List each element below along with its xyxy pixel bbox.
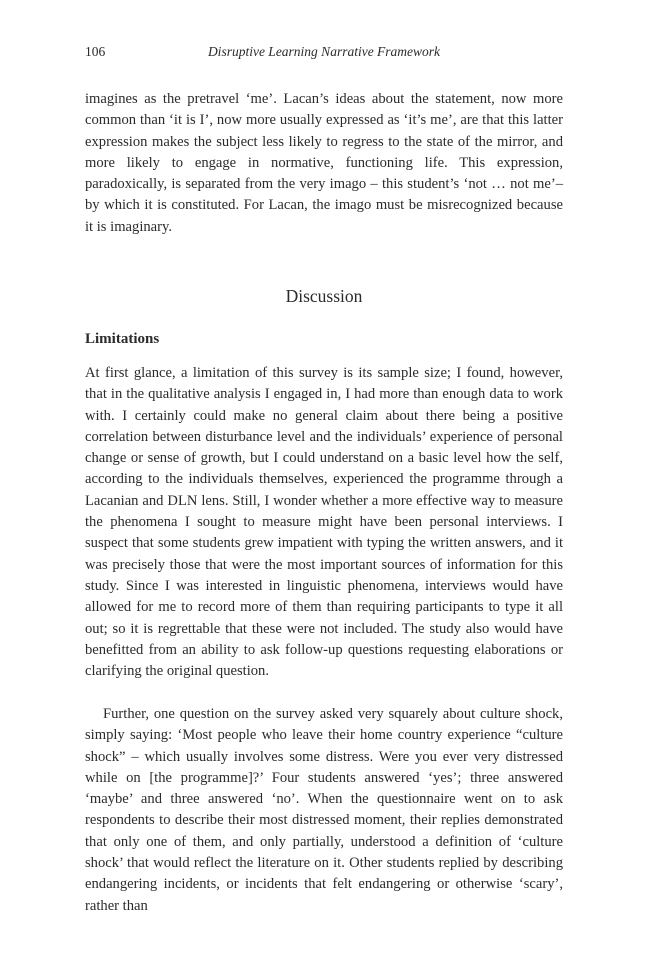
page-number: 106 bbox=[85, 44, 106, 59]
section-heading-discussion: Discussion bbox=[285, 286, 363, 306]
subheading-limitations: Limitations bbox=[85, 331, 160, 347]
paragraph-continued: imagines as the pretravel ‘me’. Lacan’s ideas about the statement, now more common than ‘it is I’, now more usually expressed as ‘it’s me’, are that this latter expression makes the subject less likely to regress to the state of the mirror, and more likely to engage in normative, functioning life. This expression, paradoxically, is separated from the very imago – this student’s ‘not … not me’– by which it is constituted. For Lacan, the imago must be misrecognized because it is imaginary. bbox=[85, 91, 563, 235]
paragraph-further: Further, one question on the survey asked very squarely about culture shock, simply saying: ‘Most people who leave their home country experience “culture shock” – which usually involves some distress. Were you ever very distressed while on [the programme]?’ Four students answered ‘yes’; three answered ‘maybe’ and three answered ‘no’. When the questionnaire went on to ask respondents to describe their most distressed moment, their replies demonstrated that only one of them, and only partially, understood a definition of ‘culture shock’ that would reflect the literature on it. Other students replied by describing endangering incidents, or incidents that felt endangering or otherwise ‘scary’, rather than bbox=[85, 706, 563, 914]
book-title: Disruptive Learning Narrative Framework bbox=[207, 44, 441, 59]
running-head bbox=[85, 44, 563, 64]
paragraph-limitations: At first glance, a limitation of this survey is its sample size; I found, however, that in the qualitative analysis I engaged in, I had more than enough data to work with. I certainly could make no general claim about there being a positive correlation between disturbance level and the individuals’ experience of personal change or sense of growth, but I could understand on a basic level how the self, according to the individuals themselves, experienced the programme through a Lacanian and DLN lens. Still, I wonder whether a more effective way to measure the phenomena I sought to measure might have been personal interviews. I suspect that some students grew impatient with typing the written answers, and it was precisely those that were the most important sources of information for this study. Since I was interested in linguistic phenomena, interviews would have allowed for me to record more of them than requiring participants to type it all out; so it is regrettable that these were not included. The study also would have benefitted from an ability to ask follow-up questions requesting elaborations or clarifying the original question. bbox=[85, 365, 563, 680]
